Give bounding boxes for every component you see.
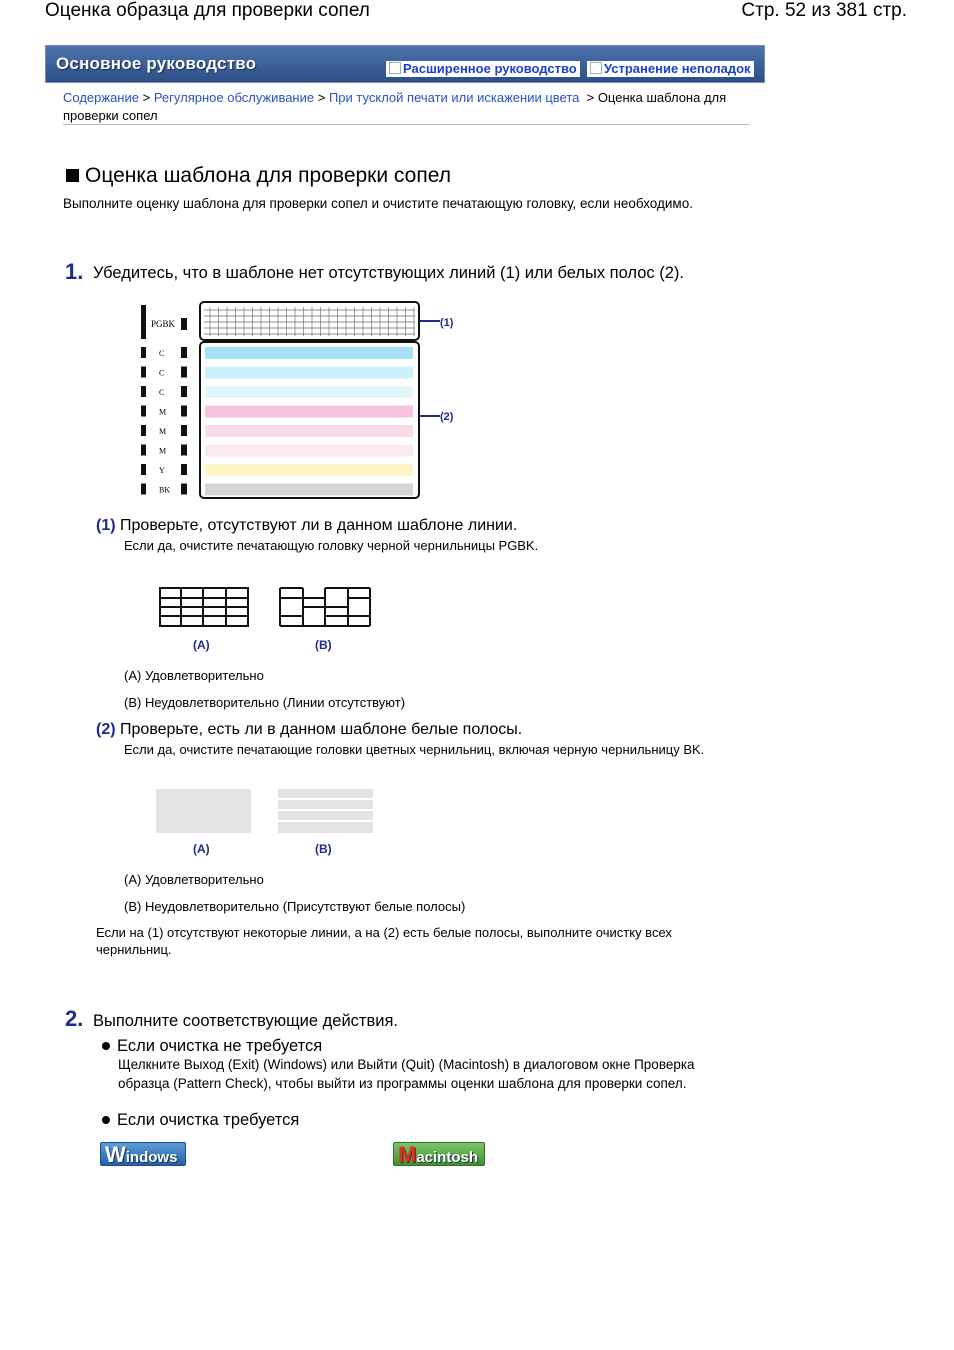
breadcrumb-current: > Оценка шаблона для проверки сопел xyxy=(63,90,727,123)
advanced-guide-link[interactable] xyxy=(386,61,580,77)
ink-marker xyxy=(181,347,187,358)
ink-labels xyxy=(141,347,187,495)
ink-marker xyxy=(141,425,146,436)
troubleshooting-link[interactable] xyxy=(587,61,754,77)
color-band xyxy=(205,386,413,398)
pgbk-marker xyxy=(141,305,146,339)
square-bullet-icon xyxy=(66,169,79,182)
nozzle-check-pattern-figure xyxy=(130,298,470,503)
ink-marker xyxy=(141,484,146,495)
example-a-band xyxy=(156,789,251,833)
ink-marker xyxy=(141,445,146,456)
troubleshooting-label: Устранение неполадок xyxy=(604,61,751,76)
breadcrumb-separator: > xyxy=(317,90,326,105)
substep-1 xyxy=(96,517,517,535)
square-icon xyxy=(389,62,401,74)
breadcrumb xyxy=(63,89,753,125)
windows-initial: W xyxy=(105,1142,126,1167)
substep-title: Проверьте, отсутствуют ли в данном шаблоне линии. xyxy=(120,517,518,534)
option-b: (B) Неудовлетворительно (Присутствуют белые полосы) xyxy=(124,899,466,914)
example-b-stripe xyxy=(278,811,373,820)
note-text: чернильниц. xyxy=(96,942,172,957)
ink-marker xyxy=(141,386,146,397)
windows-label: indows xyxy=(125,1149,178,1166)
example-b-label: (B) xyxy=(315,842,332,856)
ink-label: C xyxy=(159,349,165,358)
step-number: 1. xyxy=(65,259,84,284)
substep-number: (1) xyxy=(96,517,116,534)
color-band xyxy=(205,406,413,418)
ink-label: M xyxy=(159,427,167,436)
stripe-check-example xyxy=(150,784,390,862)
bullet-desc: образца (Pattern Check), чтобы выйти из программы оценки шаблона для проверки сопел. xyxy=(118,1076,687,1091)
breadcrumb-contents[interactable]: Содержание xyxy=(63,90,139,105)
color-band xyxy=(205,484,413,496)
step-text: Выполните соответствующие действия. xyxy=(93,1012,398,1030)
macintosh-button[interactable] xyxy=(393,1142,485,1166)
breadcrumb-faint-print[interactable]: При тусклой печати или искажении цвета xyxy=(328,90,580,105)
windows-button[interactable] xyxy=(100,1142,186,1166)
ink-marker xyxy=(141,367,146,378)
line-check-example xyxy=(150,578,390,658)
ink-label: M xyxy=(159,407,167,417)
pgbk-marker xyxy=(181,318,187,330)
ink-marker xyxy=(141,464,146,475)
advanced-guide-label: Расширенное руководство xyxy=(403,61,577,76)
section-title xyxy=(66,164,451,188)
substep-desc: Если да, очистите печатающие головки цветных чернильниц, включая черную чернильницу BK. xyxy=(124,742,705,757)
divider xyxy=(63,124,749,125)
color-band xyxy=(205,425,413,437)
ink-marker xyxy=(181,484,187,495)
option-a: (A) Удовлетворительно xyxy=(124,668,264,683)
substep-desc: Если да, очистите печатающую головку черной чернильницы PGBK. xyxy=(124,538,539,553)
ink-marker xyxy=(181,425,187,436)
example-b-grid xyxy=(280,588,370,626)
ink-marker xyxy=(181,386,187,397)
ink-marker xyxy=(181,367,187,378)
substep-number: (2) xyxy=(96,721,116,738)
example-b-stripe xyxy=(278,789,373,798)
bullet-cleaning xyxy=(102,1111,299,1130)
example-b-label: (B) xyxy=(315,638,332,652)
example-a-label: (A) xyxy=(193,638,210,652)
pgbk-label: PGBK xyxy=(151,319,176,329)
callout-2: (2) xyxy=(440,411,454,423)
ink-marker xyxy=(141,347,146,358)
step-number: 2. xyxy=(65,1006,84,1031)
example-b-stripe xyxy=(278,822,373,833)
color-band xyxy=(205,347,413,359)
document-title: Оценка образца для проверки сопел xyxy=(45,0,370,21)
color-band xyxy=(205,464,413,476)
ink-label: BK xyxy=(159,485,171,495)
section-intro: Выполните оценку шаблона для проверки сопел и очистите печатающую головку, если необходимо. xyxy=(63,196,693,211)
example-a-grid xyxy=(160,588,248,626)
option-b: (B) Неудовлетворительно (Линии отсутствуют) xyxy=(124,695,406,710)
bullet-icon xyxy=(102,1042,110,1050)
section-title-text: Оценка шаблона для проверки сопел xyxy=(85,164,451,187)
color-band xyxy=(205,367,413,379)
ink-label: M xyxy=(159,446,167,456)
ink-label: C xyxy=(159,368,165,378)
ink-marker xyxy=(141,406,146,417)
bullet-no-cleaning xyxy=(102,1037,322,1056)
note-text: Если на (1) отсутствуют некоторые линии, а на (2) есть белые полосы, выполните очистку всех xyxy=(96,925,672,940)
bullet-icon xyxy=(102,1116,110,1124)
callout-1: (1) xyxy=(440,317,454,329)
bullet-title: Если очистка не требуется xyxy=(117,1037,323,1055)
bullet-title: Если очистка требуется xyxy=(117,1111,300,1129)
bullet-desc: Щелкните Выход (Exit) (Windows) или Выйти (Quit) (Macintosh) в диалоговом окне Проверка xyxy=(118,1057,695,1072)
macintosh-initial: M xyxy=(398,1142,417,1167)
ink-marker xyxy=(181,464,187,475)
step-text: Убедитесь, что в шаблоне нет отсутствующих линий (1) или белых полос (2). xyxy=(93,264,684,282)
macintosh-label: acintosh xyxy=(416,1149,479,1166)
ink-marker xyxy=(181,406,187,417)
example-a-label: (A) xyxy=(193,842,210,856)
ink-marker xyxy=(181,445,187,456)
breadcrumb-separator: > xyxy=(142,90,151,105)
square-icon xyxy=(590,62,602,74)
banner-title: Основное руководство xyxy=(56,54,257,73)
option-a: (A) Удовлетворительно xyxy=(124,872,264,887)
ink-label: Y xyxy=(159,466,165,475)
substep-2 xyxy=(96,721,522,739)
color-band xyxy=(205,445,413,457)
substep-title: Проверьте, есть ли в данном шаблоне белые полосы. xyxy=(120,721,523,738)
guide-banner xyxy=(45,45,765,83)
page-info: Стр. 52 из 381 стр. xyxy=(741,0,907,21)
breadcrumb-maintenance[interactable]: Регулярное обслуживание xyxy=(153,90,315,105)
example-b-stripe xyxy=(278,800,373,809)
ink-label: C xyxy=(159,388,165,397)
